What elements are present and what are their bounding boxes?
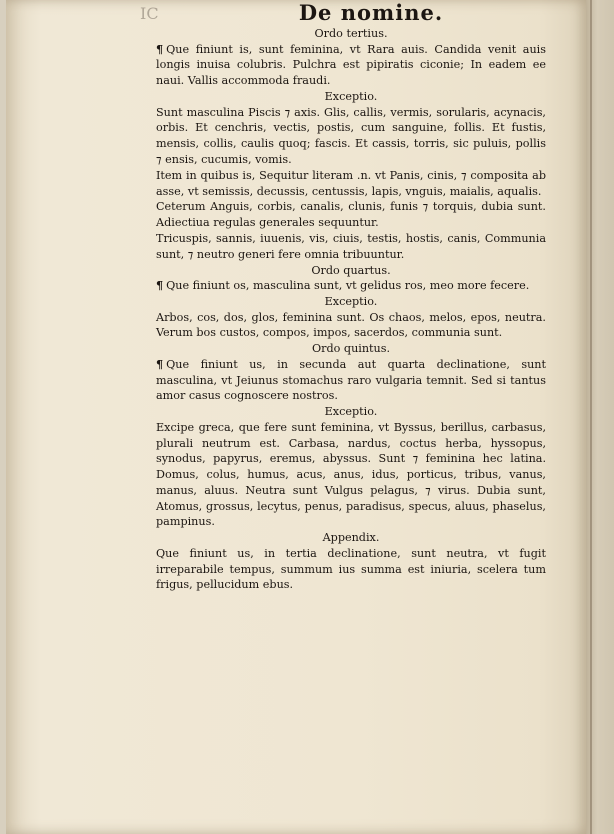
section-heading: Ordo tertius. bbox=[314, 27, 388, 40]
page-title: De nomine. bbox=[298, 0, 444, 25]
corner-mark: IC bbox=[140, 4, 159, 23]
paragraph-text: Ceterum Anguis, corbis, canalis, clunis, funis ⁊ torquis, dubia sunt. Adiectiua regulas generales sequuntur. bbox=[156, 200, 546, 230]
paragraph-text: Item in quibus is, Sequitur literam .n. vt Panis, cinis, ⁊ composita ab asse, vt semissis, decussis, centussis, lapis, vnguis, maialis, aqualis. bbox=[156, 168, 546, 198]
page-body bbox=[156, 26, 546, 593]
pilcrow-mark: ¶ bbox=[156, 41, 164, 56]
paragraph-text: Excipe greca, que fere sunt feminina, vt Byssus, berillus, carbasus, plurali neutrum est. Carbasa, nardus, coctus herba, hyssopus, synodus, papyrus, eremus, abyssus. Sunt ⁊ feminina hec latina. Domus, colus, humus, acus, anus, idus, porticus, tribus, vanus, manus, aluus. Neutra sunt Vulgus pelagus, ⁊ virus. Dubia sunt, Atomus, grossus, lecytus, penus, paradisus, specus, aluus, phaselus, pampinus. bbox=[156, 420, 546, 529]
paragraph-text: Que finiunt is, sunt feminina, vt Rara auis. Candida venit auis longis inuisa colubris. Pulchra est pipiratis ciconie; In eadem ee naui. Vallis accommoda fraudi. bbox=[156, 42, 546, 88]
paragraph bbox=[156, 546, 546, 593]
paragraph-text: Que finiunt us, in tertia declinatione, sunt neutra, vt fugit irreparabile tempus, summum ius summa est iniuria, scelera tum frigus, pellucidum ebus. bbox=[156, 546, 546, 592]
paragraph bbox=[156, 231, 546, 263]
section-heading: Appendix. bbox=[322, 531, 380, 545]
section-heading: Exceptio. bbox=[324, 294, 378, 308]
paragraph bbox=[156, 357, 546, 404]
paragraph-text: Tricuspis, sannis, iuuenis, vis, ciuis, testis, hostis, canis, Communia sunt, ⁊ neutro generi fere omnia tribuuntur. bbox=[156, 231, 546, 261]
section-heading: Exceptio. bbox=[324, 89, 378, 103]
paragraph bbox=[156, 168, 546, 200]
section-heading: Ordo quartus. bbox=[311, 263, 391, 277]
section-heading: Ordo quintus. bbox=[311, 342, 391, 356]
paragraph bbox=[156, 278, 546, 294]
paragraph bbox=[156, 42, 546, 89]
text-block bbox=[156, 0, 546, 593]
page-edge bbox=[586, 0, 614, 834]
paragraph-text: Que finiunt us, in secunda aut quarta declinatione, sunt masculina, vt Jeiunus stomachus raro vulgaria temnit. Sed si tantus amor casus cognoscere nostros. bbox=[156, 357, 546, 403]
paragraph bbox=[156, 105, 546, 168]
pilcrow-mark: ¶ bbox=[156, 356, 164, 371]
section-heading: Exceptio. bbox=[324, 405, 378, 419]
paragraph bbox=[156, 420, 546, 531]
paragraph bbox=[156, 199, 546, 231]
paragraph-text: Sunt masculina Piscis ⁊ axis. Glis, callis, vermis, sorularis, acynacis, orbis. Et cenchris, vectis, postis, cum sanguine, follis. Et fustis, mensis, collis, caulis quoq; fascis. Et cassis, torris, sic puluis, pollis ⁊ ensis, cucumis, vomis. bbox=[156, 105, 546, 166]
paragraph-text: Arbos, cos, dos, glos, feminina sunt. Os chaos, melos, epos, neutra. Verum bos custos, compos, impos, sacerdos, communia sunt. bbox=[156, 310, 546, 340]
paragraph-text: Que finiunt os, masculina sunt, vt gelidus ros, meo more fecere. bbox=[166, 279, 530, 293]
paragraph bbox=[156, 310, 546, 342]
pilcrow-mark: ¶ bbox=[156, 278, 164, 293]
